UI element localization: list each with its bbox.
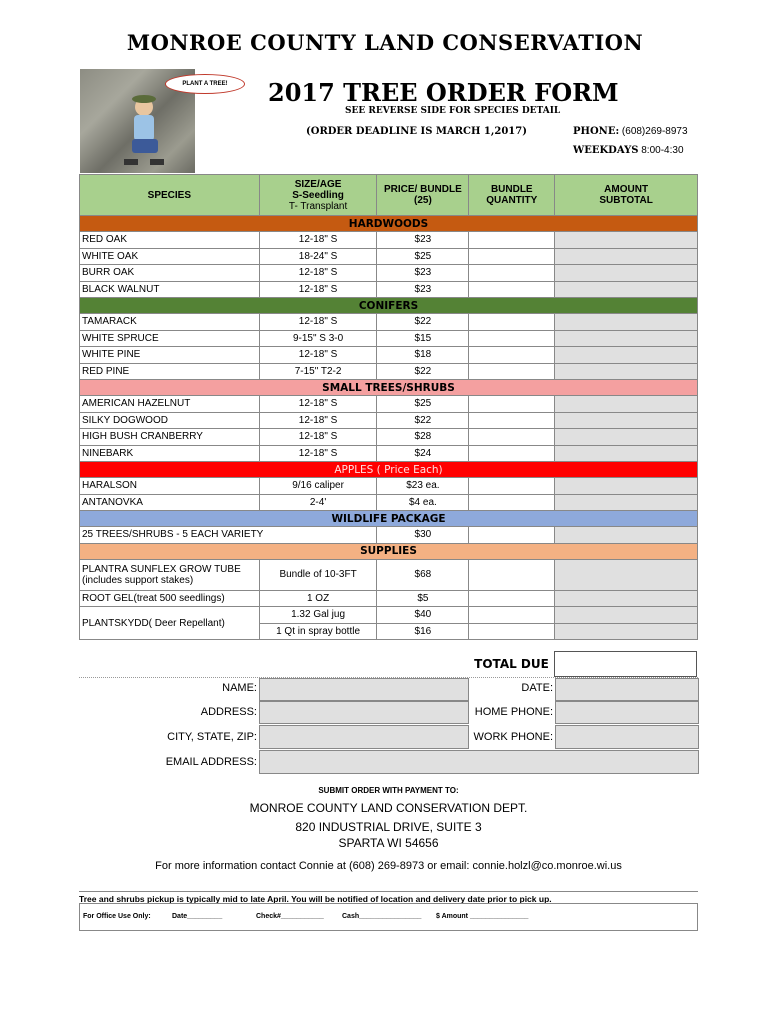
size-age: 12-18" S [259,265,377,282]
size-age: 12-18" S [259,412,377,429]
subtotal-field [555,412,698,429]
small-rows [80,396,698,462]
address-label: ADDRESS: [200,706,257,718]
species-name: HARALSON [80,478,260,495]
col-species: SPECIES [80,175,260,216]
table-row [80,232,698,249]
subtotal-field [555,314,698,331]
size-age: 12-18" S [259,281,377,298]
subtotal-field [555,590,698,607]
quantity-input[interactable] [469,330,555,347]
city-field[interactable] [259,725,469,749]
species-name: NINEBARK [80,445,260,462]
price: $22 [377,412,469,429]
apples-rows [80,478,698,511]
quantity-input[interactable] [469,265,555,282]
quantity-input[interactable] [469,478,555,495]
grow-tube-name: PLANTRA SUNFLEX GROW TUBE (includes support stakes) [80,559,260,590]
grow-tube-price: $68 [377,559,469,590]
species-name: SILKY DOGWOOD [80,412,260,429]
species-name: TAMARACK [80,314,260,331]
weekdays-line [573,145,684,156]
price: $23 [377,281,469,298]
form-title: 2017 TREE ORDER FORM [268,78,619,107]
price: $23 [377,232,469,249]
subtotal-field [555,527,698,544]
quantity-input[interactable] [469,248,555,265]
subtotal-field [555,494,698,511]
table-row [80,265,698,282]
city-label: CITY, STATE, ZIP: [167,731,257,743]
price: $25 [377,396,469,413]
grow-tube-size: Bundle of 10-3FT [259,559,377,590]
size-age: 12-18" S [259,314,377,331]
home-phone-label: HOME PHONE: [474,706,553,718]
section-conifers: CONIFERS [80,298,698,314]
total-due-field[interactable] [554,651,697,677]
work-phone-label: WORK PHONE: [473,731,553,743]
root-gel-price: $5 [377,590,469,607]
species-name: BLACK WALNUT [80,281,260,298]
subtotal-field [555,623,698,640]
species-name: RED PINE [80,363,260,380]
table-row [80,494,698,511]
price: $24 [377,445,469,462]
table-row [80,347,698,364]
section-apples: APPLES ( Price Each) [80,462,698,478]
submit-instruction: SUBMIT ORDER WITH PAYMENT TO: [318,786,459,795]
quantity-input[interactable] [469,429,555,446]
species-name: BURR OAK [80,265,260,282]
section-small-trees: SMALL TREES/SHRUBS [80,380,698,396]
species-name: ANTANOVKA [80,494,260,511]
subtotal-field [555,232,698,249]
order-table [79,174,698,640]
col-size: SIZE/AGE S-Seedling T- Transplant [259,175,377,216]
table-row [80,607,698,624]
quantity-input[interactable] [469,607,555,624]
dept-name: MONROE COUNTY LAND CONSERVATION DEPT. [249,801,528,815]
wildlife-price: $30 [377,527,469,544]
email-label: EMAIL ADDRESS: [165,756,257,768]
size-age: 2-4' [259,494,377,511]
total-due-box [469,651,697,677]
species-name: HIGH BUSH CRANBERRY [80,429,260,446]
quantity-input[interactable] [469,623,555,640]
price: $22 [377,314,469,331]
price: $15 [377,330,469,347]
conifers-rows [80,314,698,380]
quantity-input[interactable] [469,232,555,249]
subtotal-field [555,281,698,298]
weekdays-value: 8:00-4:30 [641,145,684,156]
wildlife-name: 25 TREES/SHRUBS - 5 EACH VARIETY [80,527,377,544]
org-title: MONROE COUNTY LAND CONSERVATION [126,30,644,55]
size-age: 12-18" S [259,232,377,249]
quantity-input[interactable] [469,527,555,544]
subtotal-field [555,396,698,413]
size-age: 12-18" S [259,429,377,446]
table-row [80,412,698,429]
root-gel-name: ROOT GEL(treat 500 seedlings) [80,590,260,607]
subtotal-field [555,559,698,590]
quantity-input[interactable] [469,281,555,298]
phone-line [573,126,688,137]
table-row [80,314,698,331]
section-hardwoods: HARDWOODS [80,216,698,232]
species-name: AMERICAN HAZELNUT [80,396,260,413]
subtotal-field [555,330,698,347]
order-deadline: (ORDER DEADLINE IS MARCH 1,2017) [306,126,527,137]
work-phone-field[interactable] [555,725,699,749]
table-row [80,590,698,607]
table-row [80,527,698,544]
subtotal-field [555,607,698,624]
spray-size: 1 Qt in spray bottle [259,623,377,640]
species-name: WHITE PINE [80,347,260,364]
subtotal-field [555,363,698,380]
contact-info: For more information contact Connie at (608) 269-8973 or email: connie.holzl@co.monroe.wi.us [155,860,622,872]
price: $18 [377,347,469,364]
office-cash: Cash________________ [342,913,422,920]
size-age: 9/16 caliper [259,478,377,495]
total-due-label: TOTAL DUE [474,657,549,671]
table-row [80,396,698,413]
jug-size: 1.32 Gal jug [259,607,377,624]
species-name: RED OAK [80,232,260,249]
table-row [80,363,698,380]
size-age: 12-18" S [259,347,377,364]
table-header-row [80,175,698,216]
size-age: 7-15" T2-2 [259,363,377,380]
subtotal-field [555,445,698,462]
pickup-note: Tree and shrubs pickup is typically mid to late April. You will be notified of location and delivery date prior to pick up. [79,891,698,904]
phone-label: PHONE: [573,126,620,137]
quantity-input[interactable] [469,494,555,511]
address-field[interactable] [259,701,469,724]
office-date: Date_________ [172,913,223,920]
subtotal-field [555,347,698,364]
quantity-input[interactable] [469,559,555,590]
table-row [80,478,698,495]
quantity-input[interactable] [469,590,555,607]
col-price: PRICE/ BUNDLE (25) [377,175,469,216]
species-name: WHITE SPRUCE [80,330,260,347]
table-row [80,248,698,265]
table-row [80,281,698,298]
office-check: Check#___________ [256,913,324,920]
subtotal-field [555,248,698,265]
price: $23 [377,265,469,282]
col-quantity: BUNDLE QUANTITY [469,175,555,216]
subtotal-field [555,429,698,446]
root-gel-size: 1 OZ [259,590,377,607]
plantskydd-name: PLANTSKYDD( Deer Repellant) [80,607,260,640]
jug-price: $40 [377,607,469,624]
table-row [80,559,698,590]
dept-street: 820 INDUSTRIAL DRIVE, SUITE 3 [295,820,482,834]
quantity-input[interactable] [469,347,555,364]
plant-a-tree-bubble: PLANT A TREE! [165,74,245,94]
table-row [80,445,698,462]
home-phone-field[interactable] [555,701,699,724]
price: $22 [377,363,469,380]
section-supplies: SUPPLIES [80,543,698,559]
size-age: 12-18" S [259,445,377,462]
see-reverse-note: SEE REVERSE SIDE FOR SPECIES DETAIL [345,106,561,116]
size-age: 18-24" S [259,248,377,265]
table-row [80,429,698,446]
subtotal-field [555,478,698,495]
name-label: NAME: [222,682,257,694]
price: $28 [377,429,469,446]
price: $23 ea. [377,478,469,495]
price: $25 [377,248,469,265]
species-name: WHITE OAK [80,248,260,265]
quantity-input[interactable] [469,445,555,462]
email-field[interactable] [259,750,699,774]
quantity-input[interactable] [469,314,555,331]
name-field[interactable] [259,678,469,701]
size-age: 12-18" S [259,396,377,413]
dept-city: SPARTA WI 54656 [338,836,439,850]
section-wildlife: WILDLIFE PACKAGE [80,511,698,527]
office-use-box [79,903,698,931]
spray-price: $16 [377,623,469,640]
phone-value: (608)269-8973 [621,126,688,137]
subtotal-field [555,265,698,282]
weekdays-label: WEEKDAYS [573,145,639,156]
quantity-input[interactable] [469,412,555,429]
table-row [80,330,698,347]
hardwoods-rows [80,232,698,298]
quantity-input[interactable] [469,396,555,413]
price: $4 ea. [377,494,469,511]
size-age: 9-15" S 3-0 [259,330,377,347]
date-label: DATE: [521,682,553,694]
date-field[interactable] [555,678,699,701]
quantity-input[interactable] [469,363,555,380]
col-subtotal: AMOUNT SUBTOTAL [555,175,698,216]
office-amount: $ Amount _______________ [436,913,529,920]
office-use-label: For Office Use Only: [83,913,151,920]
